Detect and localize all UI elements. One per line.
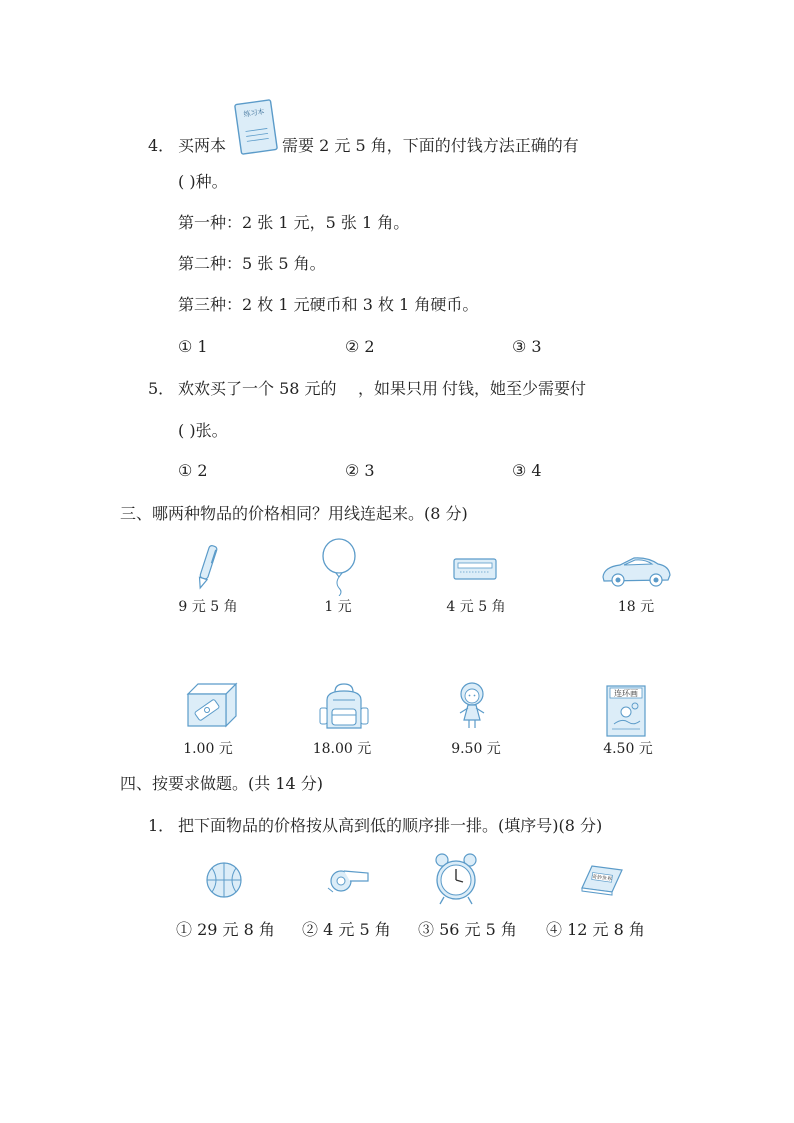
s4-q1-number: 1．: [148, 816, 175, 835]
bottom-price-3: 9.50 元: [451, 741, 501, 757]
q5-option-1[interactable]: ① 2: [178, 461, 208, 480]
book-label: 奇妙世界: [591, 873, 613, 883]
top-price-1: 9 元 5 角: [178, 599, 238, 615]
q4-way1: 第一种：2 张 1 元，5 张 1 角。: [178, 213, 410, 232]
sharpener-box-icon: [186, 680, 238, 728]
q4-way2: 第二种：5 张 5 角。: [178, 254, 326, 273]
q4-way3: 第三种：2 枚 1 元硬币和 3 枚 1 角硬币。: [178, 295, 479, 314]
toy-car-icon: [600, 553, 672, 589]
s4-q1-text: 把下面物品的价格按从高到低的顺序排一排。(填序号)(8 分): [178, 816, 603, 835]
q5-number: 5．: [148, 379, 175, 398]
q5-text-a: 欢欢买了一个 58 元的: [178, 379, 337, 398]
pencil-case-icon: [452, 556, 498, 582]
basketball-icon: [204, 860, 244, 900]
section-3-title: 三、哪两种物品的价格相同？用线连起来。(8 分): [120, 504, 468, 523]
alarm-clock-icon: [432, 852, 480, 906]
notebook-icon: [232, 98, 280, 156]
item-price-4: ④ 12 元 8 角: [546, 920, 645, 939]
comic-book-icon: [604, 684, 648, 738]
notebook-label: 练习本: [243, 107, 266, 119]
q4-blank[interactable]: ( )种。: [178, 172, 228, 191]
section-4-title: 四、按要求做题。(共 14 分): [120, 774, 324, 793]
top-price-2: 1 元: [324, 599, 352, 615]
item-price-2: ② 4 元 5 角: [302, 920, 391, 939]
q5-option-2[interactable]: ② 3: [345, 461, 375, 480]
doll-icon: [452, 680, 492, 732]
q4-number: 4．: [148, 136, 175, 155]
q5-text-b: ，如果只用: [358, 379, 439, 398]
item-price-1: ① 29 元 8 角: [176, 920, 275, 939]
backpack-icon: [318, 682, 370, 730]
q4-option-1[interactable]: ① 1: [178, 337, 208, 356]
q5-blank[interactable]: ( )张。: [178, 421, 228, 440]
comic-label: 连环画: [614, 689, 638, 698]
top-price-3: 4 元 5 角: [446, 599, 506, 615]
q4-option-3[interactable]: ③ 3: [512, 337, 542, 356]
bottom-price-4: 4.50 元: [603, 741, 653, 757]
q5-text-c: 付钱，她至少需要付: [442, 379, 587, 398]
q4-text-b: 需要 2 元 5 角，下面的付钱方法正确的有: [282, 136, 579, 155]
q5-option-3[interactable]: ③ 4: [512, 461, 542, 480]
q4-text-a: 买两本: [178, 136, 227, 155]
book-icon: [578, 862, 624, 898]
bottom-price-1: 1.00 元: [183, 741, 233, 757]
whistle-icon: [326, 866, 372, 894]
q4-option-2[interactable]: ② 2: [345, 337, 375, 356]
item-price-3: ③ 56 元 5 角: [418, 920, 517, 939]
pen-icon: [192, 542, 222, 592]
balloon-icon: [318, 538, 360, 596]
top-price-4: 18 元: [617, 599, 655, 615]
bottom-price-2: 18.00 元: [312, 741, 372, 757]
